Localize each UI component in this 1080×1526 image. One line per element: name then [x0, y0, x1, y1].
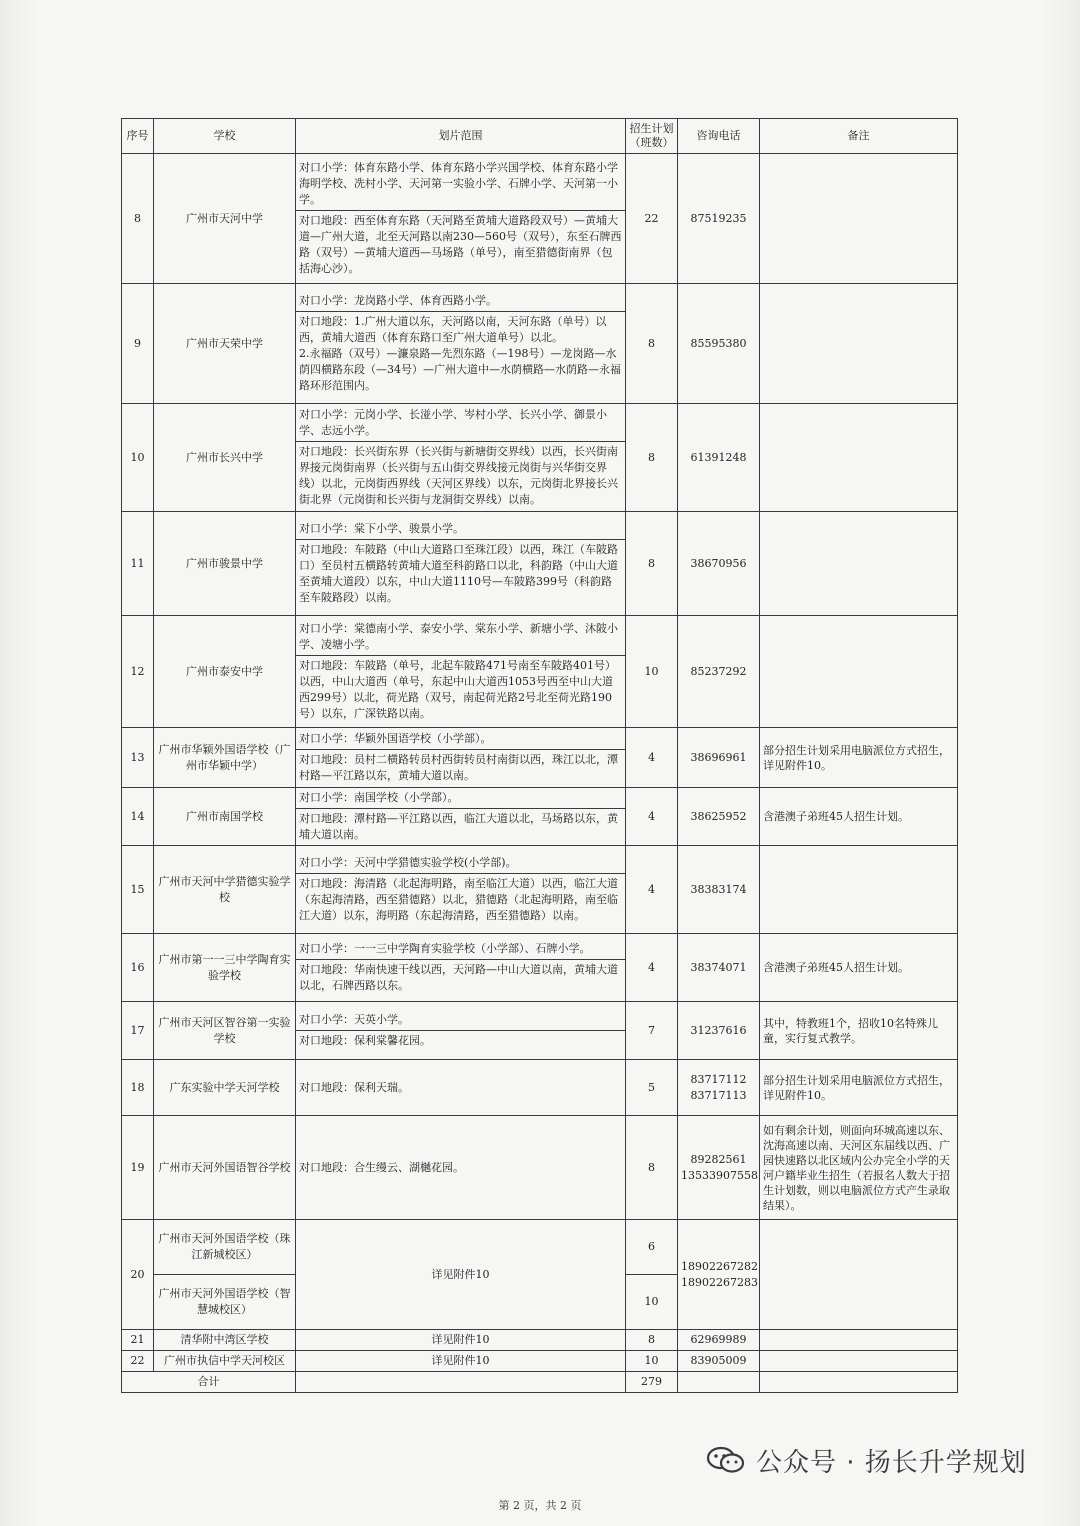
table-row [122, 616, 958, 728]
row-scope [296, 616, 626, 728]
row-phone: 87519235 [678, 154, 760, 284]
row-remark [760, 846, 958, 934]
row-phone: 85595380 [678, 284, 760, 404]
row-scope [296, 284, 626, 404]
row-plan: 10 [626, 1351, 678, 1372]
scope-part: 对口地段：华南快速干线以西，天河路—中山大道以南，黄埔大道以北，石牌西路以东。 [296, 959, 625, 996]
table-row-20a [122, 1220, 958, 1275]
row-remark: 含港澳子弟班45人招生计划。 [760, 788, 958, 846]
row-scope [296, 728, 626, 788]
scope-part: 对口小学：棠德南小学、泰安小学、棠东小学、新塘小学、沐陂小学、凌塘小学。 [299, 622, 618, 651]
row-no: 10 [122, 404, 154, 512]
row-no: 18 [122, 1060, 154, 1116]
row-plan: 4 [626, 846, 678, 934]
header-remark: 备注 [760, 119, 958, 154]
row-no: 19 [122, 1116, 154, 1220]
scope-part: 对口小学：南国学校（小学部）。 [299, 791, 459, 804]
scope-part: 对口小学：一一三中学陶育实验学校（小学部）、石牌小学。 [299, 942, 591, 955]
row-no: 9 [122, 284, 154, 404]
row-school: 广州市天河中学 [154, 154, 296, 284]
row-scope [296, 154, 626, 284]
table-row [122, 1060, 958, 1116]
row-plan: 7 [626, 1002, 678, 1060]
row-no: 17 [122, 1002, 154, 1060]
row-scope [296, 1060, 626, 1116]
row-plan: 22 [626, 154, 678, 284]
scope-part: 对口小学：元岗小学、长湴小学、岑村小学、长兴小学、御景小学、志远小学。 [299, 408, 607, 437]
row-scope [296, 1002, 626, 1060]
scope-part: 对口地段：保利天瑞。 [299, 1080, 409, 1094]
wechat-icon [706, 1445, 746, 1475]
row-no: 22 [122, 1351, 154, 1372]
table-row-total [122, 1372, 958, 1393]
row-remark: 部分招生计划采用电脑派位方式招生，详见附件10。 [760, 728, 958, 788]
scope-part: 对口地段：车陂路（单号，北起车陂路471号南至车陂路401号）以西，中山大道西（单号，东起中山大道西1053号西至中山大道西299号）以北，荷光路（双号，南起荷光路2号北至荷光路190号）以东，广深铁路以南。 [296, 655, 625, 724]
row-school: 广州市泰安中学 [154, 616, 296, 728]
row-school: 广州市骏景中学 [154, 512, 296, 616]
row-remark [760, 1330, 958, 1351]
row-scope: 详见附件10 [296, 1351, 626, 1372]
scope-part: 对口小学：龙岗路小学、体育西路小学。 [299, 294, 497, 307]
row-remark: 含港澳子弟班45人招生计划。 [760, 934, 958, 1002]
page-footer: 第 2 页，共 2 页 [498, 1499, 582, 1512]
row-phone: 62969989 [678, 1330, 760, 1351]
table-row [122, 788, 958, 846]
row-phone: 38374071 [678, 934, 760, 1002]
table-row [122, 1116, 958, 1220]
scope-part: 对口地段：潭村路—平江路以西，临江大道以北，马场路以东，黄埔大道以南。 [296, 808, 625, 845]
row-scope [296, 788, 626, 846]
row-school: 广州市南国学校 [154, 788, 296, 846]
row-plan: 8 [626, 1116, 678, 1220]
row-school: 广州市天河外国语学校（珠江新城校区） [154, 1220, 296, 1275]
row-school: 广州市天河外国语学校（智慧城校区） [154, 1275, 296, 1330]
row-remark [760, 284, 958, 404]
row-phone: 38696961 [678, 728, 760, 788]
row-school: 广州市第一一三中学陶育实验学校 [154, 934, 296, 1002]
row-plan: 8 [626, 404, 678, 512]
row-no: 21 [122, 1330, 154, 1351]
row-scope [296, 512, 626, 616]
scope-part: 对口地段：员村二横路转员村西街转员村南街以西，珠江以北，潭村路—平江路以东，黄埔大道以南。 [296, 749, 625, 786]
header-no: 序号 [122, 119, 154, 154]
row-no: 8 [122, 154, 154, 284]
table-row-22 [122, 1351, 958, 1372]
table-row [122, 934, 958, 1002]
scope-part: 对口地段：1.广州大道以东，天河路以南，天河东路（单号）以西，黄埔大道西（体育东路口至广州大道单号）以北。 2.永福路（双号）—濂泉路—先烈东路（—198号）—龙岗路—水荫四横路东段（—34号）—广州大道中—水荫横路—水荫路—永福路环形范围内。 [296, 311, 625, 396]
row-scope: 详见附件10 [296, 1330, 626, 1351]
row-school: 清华附中湾区学校 [154, 1330, 296, 1351]
row-remark [760, 154, 958, 284]
row-plan: 6 [626, 1220, 678, 1275]
row-scope [296, 404, 626, 512]
total-remark [760, 1372, 958, 1393]
header-phone: 咨询电话 [678, 119, 760, 154]
scope-part: 对口地段：长兴街东界（长兴街与新塘街交界线）以西，长兴街南界接元岗街南界（长兴街与五山街交界线接元岗街与兴华街交界线）以北，元岗街西界线（天河区界线）以东，元岗街北界接长兴街北界（元岗街和长兴街与龙洞街交界线）以南。 [296, 441, 625, 510]
row-school: 广州市长兴中学 [154, 404, 296, 512]
row-plan: 10 [626, 1275, 678, 1330]
row-phone: 85237292 [678, 616, 760, 728]
row-plan: 8 [626, 284, 678, 404]
row-remark: 其中，特教班1个，招收10名特殊儿童，实行复式教学。 [760, 1002, 958, 1060]
scope-part: 对口地段：保利棠馨花园。 [296, 1030, 625, 1051]
row-no: 20 [122, 1220, 154, 1330]
row-remark: 如有剩余计划，则面向环城高速以东、沈海高速以南、天河区东届线以西、广园快速路以北区域内公办完全小学的天河户籍毕业生招生（若报名人数大于招生计划数，则以电脑派位方式产生录取结果）。 [760, 1116, 958, 1220]
scope-part: 对口小学：体育东路小学、体育东路小学兴国学校、体育东路小学海明学校、冼村小学、天河第一实验小学、石牌小学、天河第一小学。 [299, 161, 618, 206]
table-row [122, 154, 958, 284]
row-plan: 5 [626, 1060, 678, 1116]
row-school: 广州市华颖外国语学校（广州市华颖中学） [154, 728, 296, 788]
table-row [122, 404, 958, 512]
row-no: 12 [122, 616, 154, 728]
row-remark [760, 1351, 958, 1372]
row-no: 16 [122, 934, 154, 1002]
row-remark [760, 616, 958, 728]
table-row [122, 1002, 958, 1060]
row-no: 15 [122, 846, 154, 934]
table-row [122, 728, 958, 788]
enrollment-table [121, 118, 958, 1393]
scope-part: 对口小学：华颖外国语学校（小学部）。 [299, 732, 492, 745]
row-school: 广州市天河中学猎德实验学校 [154, 846, 296, 934]
row-remark [760, 512, 958, 616]
row-scope [296, 934, 626, 1002]
row-plan: 4 [626, 934, 678, 1002]
row-scope [296, 846, 626, 934]
row-phone: 18902267282 18902267283 [678, 1220, 760, 1330]
total-label: 合计 [122, 1372, 296, 1393]
row-remark [760, 1220, 958, 1330]
row-school: 广州市天荣中学 [154, 284, 296, 404]
scope-part: 对口小学：天河中学猎德实验学校(小学部)。 [299, 856, 517, 869]
row-phone: 61391248 [678, 404, 760, 512]
total-phone [678, 1372, 760, 1393]
row-no: 13 [122, 728, 154, 788]
row-phone: 89282561 13533907558 [678, 1116, 760, 1220]
row-remark [760, 404, 958, 512]
scope-part: 对口小学：棠下小学、骏景小学。 [299, 522, 464, 535]
scope-part: 对口地段：西至体育东路（天河路至黄埔大道路段双号）—黄埔大道—广州大道，北至天河路以南230—560号（双号），东至石牌西路（双号）—黄埔大道西—马场路（单号），南至猎德街南界（包括海心沙）。 [296, 210, 625, 279]
table-header-row [122, 119, 958, 154]
row-school: 广州市执信中学天河校区 [154, 1351, 296, 1372]
header-school: 学校 [154, 119, 296, 154]
header-scope: 划片范围 [296, 119, 626, 154]
total-scope [296, 1372, 626, 1393]
table-row [122, 512, 958, 616]
row-phone: 38625952 [678, 788, 760, 846]
total-plan: 279 [626, 1372, 678, 1393]
row-no: 14 [122, 788, 154, 846]
row-phone: 38383174 [678, 846, 760, 934]
row-plan: 10 [626, 616, 678, 728]
scope-part: 对口地段：海清路（北起海明路，南至临江大道）以西，临江大道（东起海清路，西至猎德路）以北，猎德路（北起海明路，南至临江大道）以东，海明路（东起海清路，西至猎德路）以南。 [296, 873, 625, 926]
scope-part: 对口小学：天英小学。 [299, 1013, 409, 1026]
watermark-text: 公众号 · 扬长升学规划 [756, 1447, 1027, 1478]
table-row [122, 284, 958, 404]
row-phone: 83905009 [678, 1351, 760, 1372]
header-plan: 招生计划（班数） [626, 119, 678, 154]
row-remark: 部分招生计划采用电脑派位方式招生，详见附件10。 [760, 1060, 958, 1116]
row-school: 广东实验中学天河学校 [154, 1060, 296, 1116]
row-school: 广州市天河区智谷第一实验学校 [154, 1002, 296, 1060]
row-phone: 38670956 [678, 512, 760, 616]
table-row [122, 846, 958, 934]
row-no: 11 [122, 512, 154, 616]
row-plan: 8 [626, 1330, 678, 1351]
row-plan: 4 [626, 788, 678, 846]
scope-part: 对口地段：合生缦云、湖樾花园。 [299, 1160, 464, 1174]
watermark [706, 1438, 1027, 1482]
row-phone: 83717112 83717113 [678, 1060, 760, 1116]
row-scope: 详见附件10 [296, 1220, 626, 1330]
row-school: 广州市天河外国语智谷学校 [154, 1116, 296, 1220]
row-plan: 8 [626, 512, 678, 616]
row-plan: 4 [626, 728, 678, 788]
row-phone: 31237616 [678, 1002, 760, 1060]
table-row-21 [122, 1330, 958, 1351]
row-scope [296, 1116, 626, 1220]
scope-part: 对口地段：车陂路（中山大道路口至珠江段）以西，珠江（车陂路口）至员村五横路转黄埔大道至科韵路口以北，科韵路（中山大道至黄埔大道段）以东，中山大道1110号—车陂路399号（科韵路至车陂路段）以南。 [296, 539, 625, 608]
